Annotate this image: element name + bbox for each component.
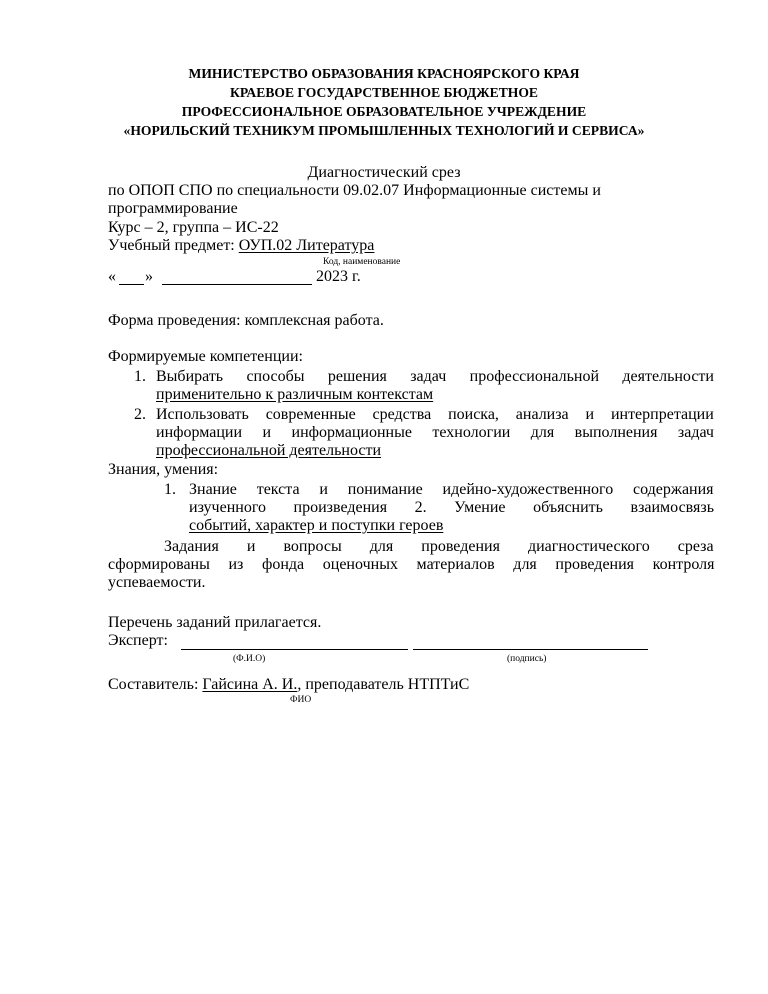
date-close-quote: » [145,268,153,285]
institution-header [0,64,768,140]
expert-label: Эксперт: [108,632,168,649]
date-year: 2023 г. [316,268,361,285]
document-title: Диагностический срез [307,164,461,181]
expert-name-blank [181,649,408,650]
competency-2-line-3: профессиональной деятельности [156,442,381,459]
subject-value: ОУП.02 Литература [238,237,375,254]
knowledge-heading: Знания, умения: [108,461,219,478]
competency-1-line-2: применительно к различным контекстам [156,386,434,403]
author-name: Гайсина А. И. [202,676,298,693]
expert-name-caption: (Ф.И.О) [233,654,266,664]
header-line-3: ПРОФЕССИОНАЛЬНОЕ ОБРАЗОВАТЕЛЬНОЕ УЧРЕЖДЕНИЕ [181,104,587,119]
knowledge-1-number: 1. [164,481,176,498]
date-open-quote: « [108,268,116,285]
header-line-4: «НОРИЛЬСКИЙ ТЕХНИКУМ ПРОМЫШЛЕННЫХ ТЕХНОЛОГИЙ И СЕРВИСА» [123,123,645,138]
author-caption: ФИО [290,695,312,705]
subject-label: Учебный предмет: [108,237,239,254]
competency-1-number: 1. [134,368,146,385]
competency-1-line-1: Выбирать способы решения задач профессиональной деятельности [156,368,714,385]
header-line-1: МИНИСТЕРСТВО ОБРАЗОВАНИЯ КРАСНОЯРСКОГО КРАЯ [188,66,580,81]
form-of-work: Форма проведения: комплексная работа. [108,312,384,329]
knowledge-line-3: событий, характер и поступки героев [189,517,444,534]
competency-2-line-1: Использовать современные средства поиска, анализа и интерпретации [156,406,714,423]
course-group: Курс – 2, группа – ИС-22 [108,219,279,236]
knowledge-line-1: Знание текста и понимание идейно-художественного содержания [189,481,714,498]
author-row [108,676,469,694]
knowledge-line-2: изученного произведения 2. Умение объяснить взаимосвязь [189,499,714,516]
date-day-blank [119,284,144,285]
competencies-heading: Формируемые компетенции: [108,348,303,365]
tasks-paragraph-line-2: сформированы из фонда оценочных материалов для проведения контроля [108,556,715,573]
competency-2-number: 2. [134,406,146,423]
specialty-line-2: программирование [108,200,238,217]
date-month-blank [162,284,312,285]
subject-row [108,237,374,255]
header-line-2: КРАЕВОЕ ГОСУДАРСТВЕННОЕ БЮДЖЕТНОЕ [230,85,538,100]
tasks-paragraph-line-1: Задания и вопросы для проведения диагностического среза [164,538,714,555]
task-list-note: Перечень заданий прилагается. [108,614,322,631]
expert-signature-blank [413,649,648,650]
author-label: Составитель: [108,676,203,693]
expert-signature-caption: (подпись) [507,654,547,664]
tasks-paragraph-line-3: успеваемости. [108,574,206,591]
specialty-line-1: по ОПОП СПО по специальности 09.02.07 Информационные системы и [108,182,601,199]
competency-2-line-2: информации и информационные технологии для выполнения задач [156,424,714,441]
author-position: , преподаватель НТПТиС [297,676,470,693]
subject-caption: Код, наименование [323,257,401,267]
